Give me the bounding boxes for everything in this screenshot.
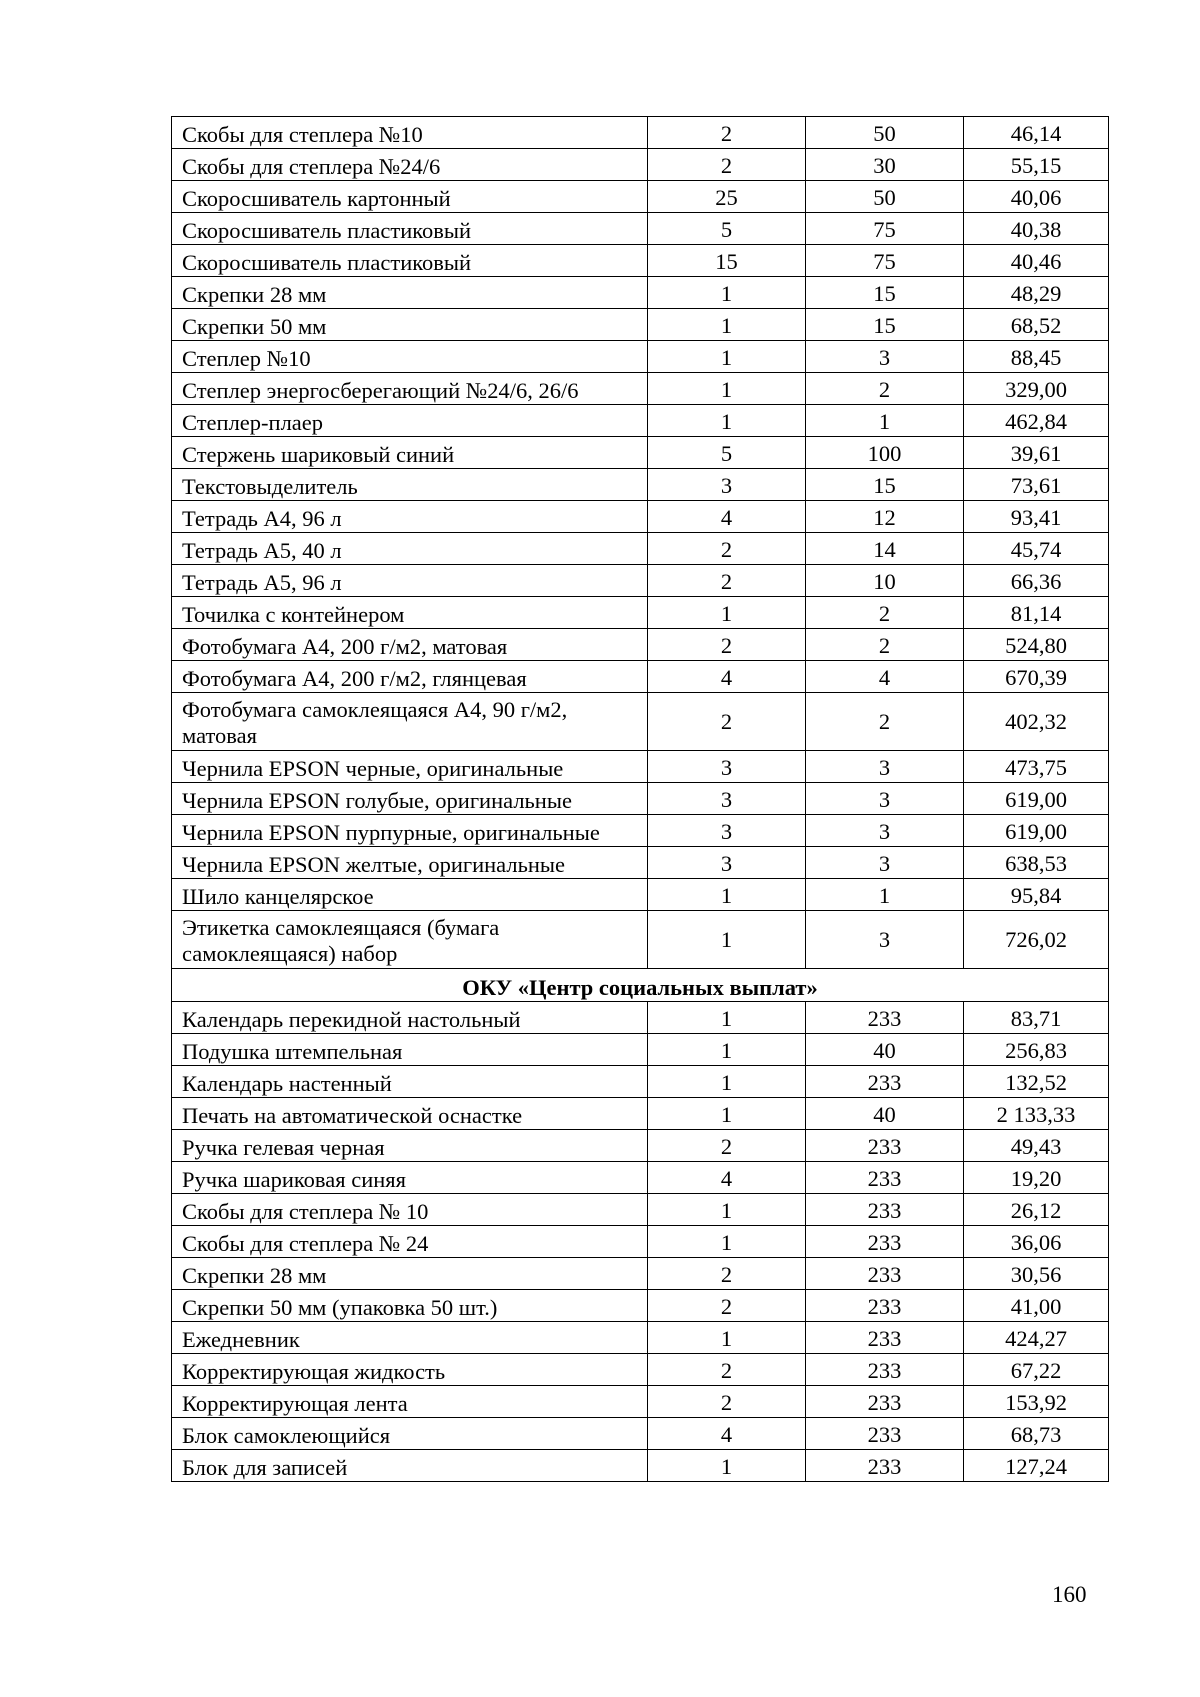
count-cell: 15 [806,469,964,501]
table-row [172,533,1109,565]
table-row [172,277,1109,309]
quantity-cell: 2 [648,1386,806,1418]
table-row [172,149,1109,181]
item-name-cell: Скрепки 28 мм [172,277,648,309]
item-name-cell: Ручка шариковая синяя [172,1162,648,1194]
count-cell: 3 [806,815,964,847]
quantity-cell: 4 [648,501,806,533]
count-cell: 233 [806,1258,964,1290]
count-cell: 2 [806,373,964,405]
price-cell: 73,61 [964,469,1109,501]
price-cell: 46,14 [964,117,1109,149]
count-cell: 40 [806,1098,964,1130]
count-cell: 233 [806,1002,964,1034]
item-name-cell: Скобы для степлера № 24 [172,1226,648,1258]
quantity-cell: 2 [648,117,806,149]
price-cell: 68,73 [964,1418,1109,1450]
count-cell: 2 [806,597,964,629]
quantity-cell: 2 [648,629,806,661]
price-cell: 619,00 [964,815,1109,847]
table-row [172,437,1109,469]
table-row [172,213,1109,245]
count-cell: 233 [806,1162,964,1194]
item-name-cell: Фотобумага А4, 200 г/м2, матовая [172,629,648,661]
quantity-cell: 1 [648,1034,806,1066]
table-row [172,661,1109,693]
price-cell: 48,29 [964,277,1109,309]
quantity-cell: 4 [648,661,806,693]
count-cell: 75 [806,245,964,277]
quantity-cell: 1 [648,1002,806,1034]
quantity-cell: 1 [648,1226,806,1258]
quantity-cell: 1 [648,1066,806,1098]
quantity-cell: 3 [648,815,806,847]
quantity-cell: 2 [648,1130,806,1162]
price-cell: 462,84 [964,405,1109,437]
quantity-cell: 4 [648,1162,806,1194]
table-row [172,245,1109,277]
table-row [172,1322,1109,1354]
count-cell: 3 [806,751,964,783]
table-row [172,309,1109,341]
price-cell: 67,22 [964,1354,1109,1386]
table-row [172,1002,1109,1034]
item-name-cell: Календарь перекидной настольный [172,1002,648,1034]
table-row [172,405,1109,437]
quantity-cell: 1 [648,373,806,405]
price-cell: 55,15 [964,149,1109,181]
quantity-cell: 3 [648,847,806,879]
item-name-cell: Скоросшиватель пластиковый [172,213,648,245]
count-cell: 233 [806,1450,964,1482]
price-cell: 256,83 [964,1034,1109,1066]
item-name-cell: Скобы для степлера № 10 [172,1194,648,1226]
count-cell: 30 [806,149,964,181]
price-cell: 66,36 [964,565,1109,597]
count-cell: 233 [806,1386,964,1418]
price-cell: 26,12 [964,1194,1109,1226]
table-row [172,1354,1109,1386]
count-cell: 4 [806,661,964,693]
item-name-cell: Текстовыделитель [172,469,648,501]
quantity-cell: 1 [648,1322,806,1354]
table-row [172,469,1109,501]
quantity-cell: 1 [648,309,806,341]
price-cell: 49,43 [964,1130,1109,1162]
item-name-cell: Скобы для степлера №24/6 [172,149,648,181]
table-row [172,1194,1109,1226]
count-cell: 3 [806,783,964,815]
price-cell: 39,61 [964,437,1109,469]
price-cell: 19,20 [964,1162,1109,1194]
count-cell: 233 [806,1066,964,1098]
price-cell: 726,02 [964,911,1109,969]
price-cell: 670,39 [964,661,1109,693]
item-name-cell: Тетрадь А5, 40 л [172,533,648,565]
quantity-cell: 3 [648,783,806,815]
quantity-cell: 4 [648,1418,806,1450]
quantity-cell: 15 [648,245,806,277]
item-name-cell: Фотобумага самоклеящаяся А4, 90 г/м2, матовая [172,693,648,751]
supplies-table [171,116,1109,1482]
supplies-table-body [172,117,1109,1482]
page-number: 160 [1052,1582,1087,1607]
section-header-row [172,969,1109,1002]
item-name-cell: Скрепки 28 мм [172,1258,648,1290]
count-cell: 15 [806,309,964,341]
item-name-cell: Блок самоклеющийся [172,1418,648,1450]
quantity-cell: 2 [648,693,806,751]
count-cell: 75 [806,213,964,245]
quantity-cell: 2 [648,533,806,565]
quantity-cell: 1 [648,277,806,309]
quantity-cell: 3 [648,751,806,783]
count-cell: 233 [806,1226,964,1258]
item-name-cell: Степлер №10 [172,341,648,373]
count-cell: 233 [806,1130,964,1162]
item-name-cell: Тетрадь А5, 96 л [172,565,648,597]
count-cell: 2 [806,693,964,751]
count-cell: 233 [806,1322,964,1354]
price-cell: 619,00 [964,783,1109,815]
price-cell: 40,46 [964,245,1109,277]
table-row [172,1162,1109,1194]
price-cell: 41,00 [964,1290,1109,1322]
price-cell: 45,74 [964,533,1109,565]
count-cell: 233 [806,1290,964,1322]
item-name-cell: Ручка гелевая черная [172,1130,648,1162]
quantity-cell: 2 [648,1354,806,1386]
item-name-cell: Точилка с контейнером [172,597,648,629]
price-cell: 402,32 [964,693,1109,751]
count-cell: 100 [806,437,964,469]
table-row [172,911,1109,969]
table-row [172,629,1109,661]
price-cell: 88,45 [964,341,1109,373]
table-row [172,501,1109,533]
price-cell: 95,84 [964,879,1109,911]
item-name-cell: Скоросшиватель пластиковый [172,245,648,277]
table-row [172,1034,1109,1066]
quantity-cell: 1 [648,597,806,629]
item-name-cell: Фотобумага А4, 200 г/м2, глянцевая [172,661,648,693]
price-cell: 83,71 [964,1002,1109,1034]
table-row [172,117,1109,149]
table-row [172,1258,1109,1290]
count-cell: 14 [806,533,964,565]
price-cell: 93,41 [964,501,1109,533]
item-name-cell: Печать на автоматической оснастке [172,1098,648,1130]
price-cell: 329,00 [964,373,1109,405]
item-name-cell: Чернила EPSON желтые, оригинальные [172,847,648,879]
quantity-cell: 2 [648,1290,806,1322]
section-title: ОКУ «Центр социальных выплат» [172,969,1109,1002]
count-cell: 10 [806,565,964,597]
count-cell: 3 [806,847,964,879]
price-cell: 524,80 [964,629,1109,661]
table-row [172,341,1109,373]
count-cell: 40 [806,1034,964,1066]
price-cell: 40,38 [964,213,1109,245]
count-cell: 233 [806,1194,964,1226]
price-cell: 30,56 [964,1258,1109,1290]
price-cell: 40,06 [964,181,1109,213]
item-name-cell: Скрепки 50 мм (упаковка 50 шт.) [172,1290,648,1322]
table-row [172,1418,1109,1450]
table-row [172,879,1109,911]
item-name-cell: Чернила EPSON черные, оригинальные [172,751,648,783]
price-cell: 127,24 [964,1450,1109,1482]
table-row [172,1290,1109,1322]
count-cell: 12 [806,501,964,533]
item-name-cell: Скрепки 50 мм [172,309,648,341]
item-name-cell: Степлер энергосберегающий №24/6, 26/6 [172,373,648,405]
quantity-cell: 1 [648,1450,806,1482]
item-name-cell: Скоросшиватель картонный [172,181,648,213]
count-cell: 233 [806,1354,964,1386]
price-cell: 473,75 [964,751,1109,783]
quantity-cell: 1 [648,405,806,437]
quantity-cell: 3 [648,469,806,501]
item-name-cell: Стержень шариковый синий [172,437,648,469]
item-name-cell: Чернила EPSON пурпурные, оригинальные [172,815,648,847]
table-row [172,565,1109,597]
table-row [172,1226,1109,1258]
table-row [172,597,1109,629]
quantity-cell: 2 [648,149,806,181]
item-name-cell: Этикетка самоклеящаяся (бумага самоклеящаяся) набор [172,911,648,969]
item-name-cell: Скобы для степлера №10 [172,117,648,149]
quantity-cell: 5 [648,213,806,245]
table-row [172,815,1109,847]
count-cell: 1 [806,879,964,911]
price-cell: 36,06 [964,1226,1109,1258]
table-row [172,847,1109,879]
count-cell: 3 [806,911,964,969]
quantity-cell: 1 [648,1194,806,1226]
item-name-cell: Корректирующая лента [172,1386,648,1418]
table-row [172,1450,1109,1482]
table-row [172,1130,1109,1162]
quantity-cell: 2 [648,1258,806,1290]
item-name-cell: Шило канцелярское [172,879,648,911]
quantity-cell: 25 [648,181,806,213]
quantity-cell: 1 [648,911,806,969]
count-cell: 233 [806,1418,964,1450]
table-row [172,693,1109,751]
table-row [172,1386,1109,1418]
count-cell: 2 [806,629,964,661]
price-cell: 68,52 [964,309,1109,341]
count-cell: 15 [806,277,964,309]
price-cell: 153,92 [964,1386,1109,1418]
item-name-cell: Степлер-плаер [172,405,648,437]
price-cell: 424,27 [964,1322,1109,1354]
table-row [172,751,1109,783]
count-cell: 50 [806,117,964,149]
table-row [172,373,1109,405]
quantity-cell: 1 [648,341,806,373]
item-name-cell: Тетрадь А4, 96 л [172,501,648,533]
table-row [172,783,1109,815]
price-cell: 2 133,33 [964,1098,1109,1130]
quantity-cell: 5 [648,437,806,469]
item-name-cell: Ежедневник [172,1322,648,1354]
count-cell: 3 [806,341,964,373]
item-name-cell: Календарь настенный [172,1066,648,1098]
quantity-cell: 1 [648,1098,806,1130]
item-name-cell: Чернила EPSON голубые, оригинальные [172,783,648,815]
quantity-cell: 2 [648,565,806,597]
item-name-cell: Подушка штемпельная [172,1034,648,1066]
price-cell: 132,52 [964,1066,1109,1098]
price-cell: 81,14 [964,597,1109,629]
count-cell: 1 [806,405,964,437]
table-row [172,1098,1109,1130]
price-cell: 638,53 [964,847,1109,879]
table-row [172,181,1109,213]
item-name-cell: Блок для записей [172,1450,648,1482]
table-row [172,1066,1109,1098]
quantity-cell: 1 [648,879,806,911]
item-name-cell: Корректирующая жидкость [172,1354,648,1386]
count-cell: 50 [806,181,964,213]
